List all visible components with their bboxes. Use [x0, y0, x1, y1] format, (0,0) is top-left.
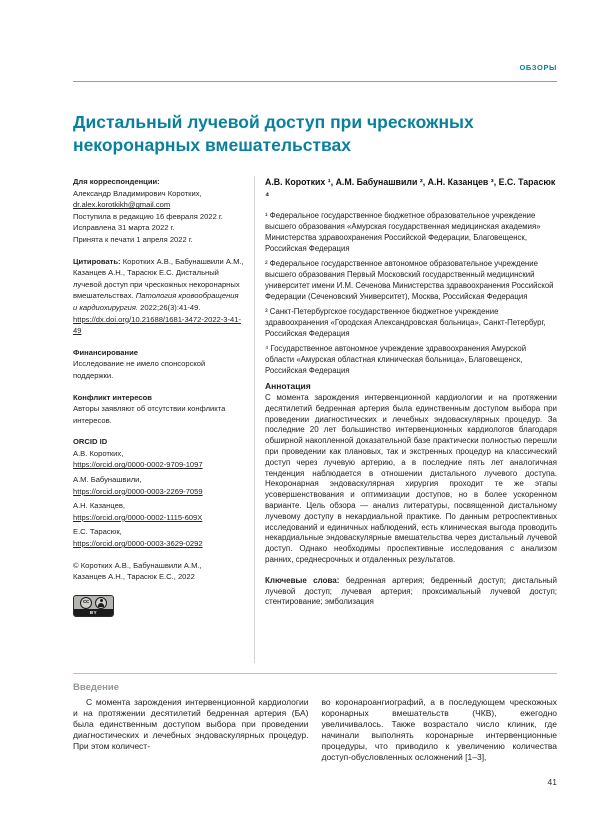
- introduction-heading: Введение: [73, 682, 120, 693]
- orcid-entry: [73, 474, 244, 497]
- funding-text: Исследование не имело спонсорской поддержки.: [73, 359, 206, 380]
- affiliation-4: ⁴ Государственное автономное учреждение здравоохранения Амурской области «Амурская областная клиническая больница», Благовещенск, Российская Федерация: [265, 344, 527, 375]
- citation-doi-link[interactable]: https://dx.doi.org/10.21688/1681-3472-2022-3-41-49: [73, 314, 242, 336]
- orcid-link[interactable]: https://orcid.org/0000-0002-9709-1097: [73, 460, 203, 470]
- orcid-entry: [73, 448, 244, 471]
- correspondence-heading: Для корреспонденции:: [73, 177, 160, 186]
- affiliation-1: ¹ Федеральное государственное бюджетное образовательное учреждение высшего образования «Амурская государственная медицинская академия» Министерства здравоохранения Российской Федерации, Благовещенск, Российская Федерация: [265, 211, 541, 253]
- citation-block: [73, 256, 244, 337]
- orcid-link[interactable]: https://orcid.org/0000-0002-1115-609X: [73, 512, 203, 522]
- orcid-entry: [73, 500, 244, 523]
- intro-divider: [73, 673, 557, 674]
- orcid-author-name: Е.С. Тарасюк,: [73, 527, 122, 537]
- citation-journal: Патология кровообращения и кардиохирургия.: [73, 291, 239, 312]
- citation-text: Коротких А.В., Бабунашвили А.М., Казанцев А.Н., Тарасюк Е.С. Дистальный лучевой доступ при чрескожных некоронарных вмешательствах.: [73, 256, 244, 301]
- article-header-column: [254, 176, 557, 665]
- orcid-heading: ORCID ID: [73, 437, 108, 447]
- metadata-sidebar: [73, 176, 254, 665]
- correspondence-block: [73, 176, 244, 246]
- keywords-text: бедренная артерия; бедренный доступ; дистальный лучевой доступ; лучевая артерия; проксимальный лучевой доступ; стентирование; эмболизация: [265, 575, 557, 607]
- correspondence-name: Александр Владимирович Коротких,: [73, 188, 202, 198]
- copyright-line1: © Коротких А.В., Бабунашвили А.М.,: [73, 560, 202, 570]
- intro-column-right: во коронароангиографий, а в последующем чрескожных коронарных вмешательств (ЧКВ), ежегодно увеличивалось. Также возрастало число клиник, где начинали выполнять коронарные интервенционные процедуры, что приводило к увеличению количества доступ-обусловленных осложнений [1–3],: [321, 697, 557, 762]
- affiliation-2: ² Федеральное государственное автономное образовательное учреждение высшего образования Первый Московский государственный медицинский университет имени И.М. Сеченова Министерства здравоохранения Российской Федерации (Сеченовский Университет), Москва, Российская Федерация: [265, 259, 554, 301]
- revised-date: Исправлена 31 марта 2022 г.: [73, 223, 175, 233]
- conflict-heading: Конфликт интересов: [73, 392, 152, 402]
- introduction-section: [73, 682, 557, 763]
- orcid-author-name: А.В. Коротких,: [73, 448, 124, 458]
- orcid-link[interactable]: https://orcid.org/0000-0003-3629-0292: [73, 539, 203, 549]
- orcid-link[interactable]: https://orcid.org/0000-0003-2269-7059: [73, 486, 203, 496]
- conflict-text: Авторы заявляют об отсутствии конфликта интересов.: [73, 404, 226, 425]
- citation-heading: Цитировать:: [73, 256, 123, 266]
- keywords-block: [265, 576, 557, 608]
- received-date: Поступила в редакцию 16 февраля 2022 г.: [73, 211, 223, 221]
- article-header-grid: [73, 176, 557, 665]
- citation-issue: 2022;26(3):41-49.: [140, 302, 201, 312]
- cc-badge-icons: [74, 596, 113, 609]
- copyright-line2: Казанцев А.Н., Тарасюк Е.С., 2022: [73, 572, 195, 582]
- correspondence-email-link[interactable]: dr.alex.korotkikh@gmail.com: [73, 200, 171, 210]
- cc-by-license-badge[interactable]: [73, 595, 114, 617]
- funding-heading: Финансирование: [73, 347, 138, 357]
- accepted-date: Принята к печати 1 апреля 2022 г.: [73, 234, 193, 244]
- cc-icon: cc: [80, 597, 92, 609]
- orcid-author-name: А.М. Бабунашвили,: [73, 475, 142, 485]
- orcid-block: [73, 436, 244, 549]
- header-divider: [73, 81, 557, 82]
- copyright-notice: [73, 560, 244, 583]
- abstract-text: С момента зарождения интервенционной кардиологии и на протяжении десятилетий бедренная артерия была единственным доступом выбора при проведении диагностических и лечебных эндоваскулярных процедур. За последние 20 лет большинство интервенционных кардиологов благодаря обширной накопленной доказательной базе практически полностью перешли при проведении как плановых, так и экстренных процедур на классический доступ через лучевую артерию, а в последние пять лет аналогичная тенденция наблюдается в отношении дистального лучевого доступа. Некоронарная эндоваскулярная хирургия проходит те же этапы усовершенствования и оптимизации доступов, но в более ускоренном варианте. Цель обзора — анализ литературы, посвященной дистальному лучевому доступу в некардиальной практике. По данным ретроспективных исследований и единичных наблюдений, есть клиническая выгода проводить некардиальные эндоваскулярные вмешательства через дистальный лучевой доступ. Однако необходимы проспективные исследования с анализом ранних, среднесрочных и отдаленных результатов.: [265, 393, 557, 564]
- abstract-heading: Аннотация: [265, 381, 311, 391]
- page-title: Дистальный лучевой доступ при чрескожных некоронарных вмешательствах: [73, 112, 474, 155]
- affiliation-3: ³ Санкт-Петербургское государственное бюджетное учреждение здравоохранения «Городская Александровская больница», Санкт-Петербург, Российская Федерация: [265, 307, 546, 338]
- by-person-icon: [95, 597, 107, 609]
- conflict-block: [73, 392, 244, 427]
- page-number: 41: [547, 777, 557, 787]
- authors-line: А.В. Коротких ¹, А.М. Бабунашвили ², А.Н. Казанцев ³, Е.С. Тарасюк ⁴: [265, 177, 556, 200]
- orcid-author-name: А.Н. Казанцев,: [73, 501, 125, 511]
- cc-by-label: BY: [74, 609, 113, 616]
- funding-block: [73, 347, 244, 382]
- orcid-entry: [73, 526, 244, 549]
- section-kicker: ОБЗОРЫ: [519, 63, 557, 72]
- keywords-label: Ключевые слова:: [265, 575, 346, 585]
- intro-column-left: С момента зарождения интервенционной кардиологии и на протяжении десятилетий бедренная артерия (БА) была единственным доступом выбора при проведении диагностических и лечебных эндоваскулярных процедур. При этом количест-: [73, 697, 309, 751]
